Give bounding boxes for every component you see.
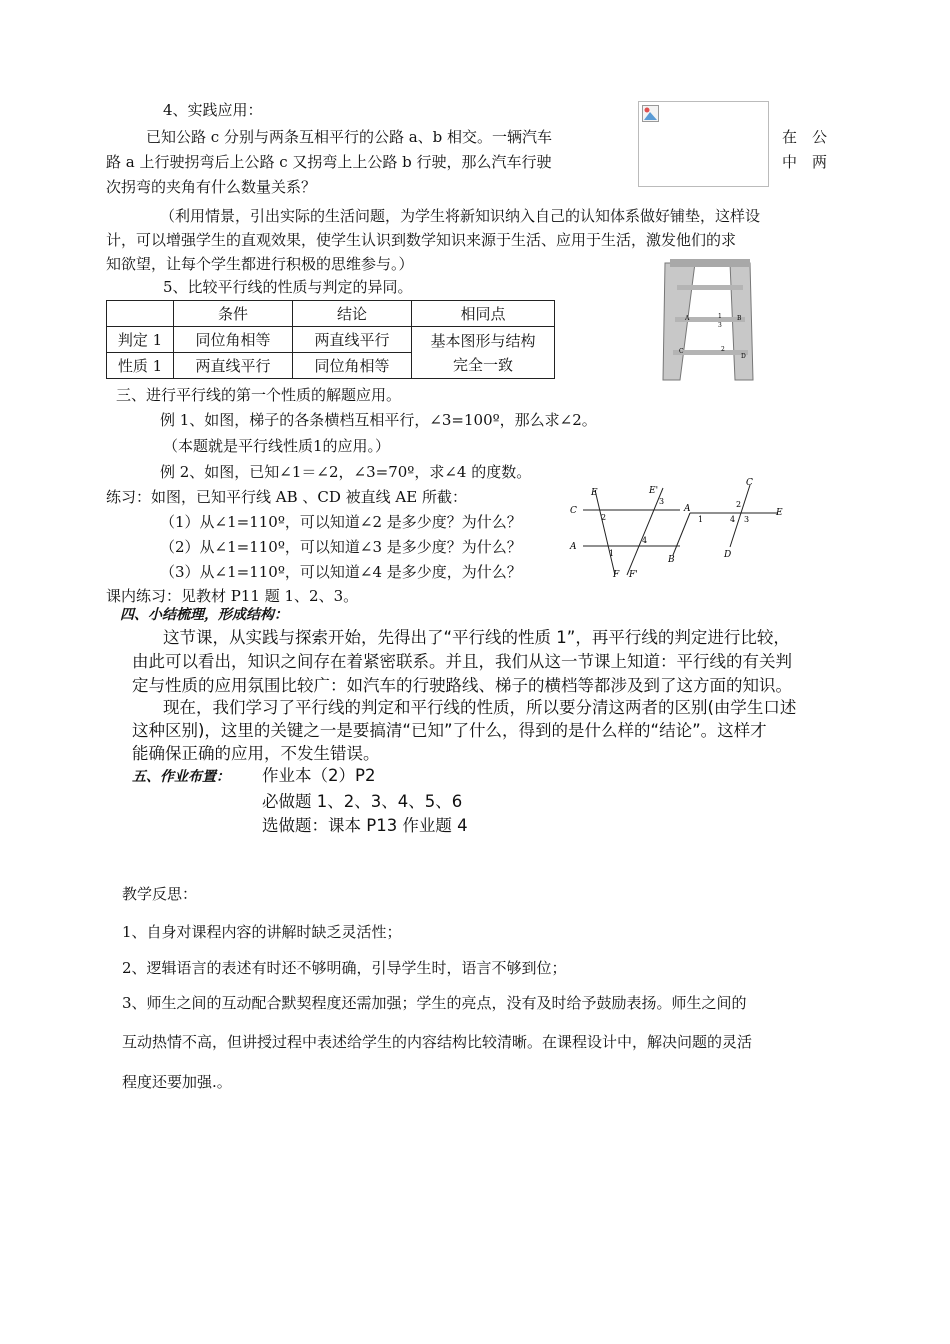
fig2-label-1: 1 <box>698 515 704 524</box>
example1: 例 1、如图，梯子的各条横档互相平行，∠3=100º，那么求∠2。 <box>160 411 597 429</box>
example1-note: （本题就是平行线性质1的应用。） <box>163 437 391 455</box>
summary-p2-line1: 现在，我们学习了平行线的判定和平行线的性质，所以要分清这两者的区别(由学生口述 <box>163 698 797 717</box>
table-cell: 同位角相等 <box>293 353 412 379</box>
table-header-row <box>107 301 555 327</box>
fig1-label-3: 3 <box>659 497 665 506</box>
section5-heading: 5、比较平行线的性质与判定的异同。 <box>163 278 413 296</box>
ladder-label-a: A <box>685 315 690 322</box>
inclass-practice: 课内练习：见教材 P11 题 1、2、3。 <box>106 587 359 605</box>
example2: 例 2、如图，已知∠1＝∠2，∠3=70º，求∠4 的度数。 <box>160 463 532 481</box>
table-common-cell <box>412 327 555 379</box>
table-common-line1: 基本图形与结构 <box>430 331 536 350</box>
section4-line1: 已知公路 c 分别与两条互相平行的公路 a、b 相交。一辆汽车 <box>146 128 553 146</box>
fig2-label-3: 3 <box>744 515 750 524</box>
reflection-item3-line1: 3、师生之间的互动配合默契程度还需加强；学生的亮点，没有及时给予鼓励表扬。师生之间的 <box>122 994 747 1012</box>
fig2-label-c: C <box>746 478 753 488</box>
fig1-label-2: 2 <box>601 513 607 522</box>
reflection-item3-line3: 程度还要加强.。 <box>122 1073 232 1091</box>
fig1-label-f-prime: F' <box>629 570 638 580</box>
practice-q1: （1）从∠1=110º，可以知道∠2 是多少度？为什么？ <box>160 513 522 531</box>
fig2-label-b: B <box>668 555 675 565</box>
broken-image-placeholder <box>638 101 769 187</box>
ladder-figure <box>655 255 770 385</box>
practice-q3: （3）从∠1=110º，可以知道∠4 是多少度，为什么？ <box>160 563 522 581</box>
fig2-label-2: 2 <box>736 500 742 509</box>
table-header-cell <box>107 301 174 327</box>
section4-line2: 路 a 上行驶拐弯后上公路 c 又拐弯上上公路 b 行驶，那么汽车行驶 <box>106 153 552 171</box>
reflection-item2: 2、逻辑语言的表述有时还不够明确，引导学生时，语言不够到位； <box>122 959 567 977</box>
reflection-heading: 教学反思： <box>122 885 198 903</box>
fig1-label-e: E <box>591 488 598 498</box>
table-cell: 判定 1 <box>107 327 174 353</box>
table-row <box>107 327 555 353</box>
table-header-cell: 条件 <box>174 301 293 327</box>
ladder-label-2: 2 <box>721 346 725 353</box>
ladder-label-3: 3 <box>718 322 722 329</box>
table-cell: 性质 1 <box>107 353 174 379</box>
practice-intro: 练习：如图，已知平行线 AB 、CD 被直线 AE 所截： <box>106 488 467 506</box>
table-header-cell: 相同点 <box>412 301 555 327</box>
fig1-label-e-prime: E' <box>649 486 659 496</box>
summary-p2-line3: 能确保正确的应用，不发生错误。 <box>132 744 380 763</box>
fig1-label-1: 1 <box>609 549 615 558</box>
ladder-label-b: B <box>737 315 742 322</box>
table-common-line2: 完全一致 <box>452 355 513 374</box>
ladder-label-1: 1 <box>718 313 722 320</box>
fig1-label-a: A <box>570 542 577 552</box>
fig1-label-c: C <box>570 506 577 516</box>
homework-heading: 五、作业布置： <box>132 769 230 785</box>
reflection-item1: 1、自身对课程内容的讲解时缺乏灵活性； <box>122 923 402 941</box>
parallel-lines-figure-1 <box>565 480 683 580</box>
fig2-label-e: E <box>776 508 783 518</box>
homework-line1: 作业本（2）P2 <box>262 766 376 785</box>
section3-heading: 三、进行平行线的第一个性质的解题应用。 <box>116 386 402 404</box>
ladder-label-c: C <box>679 348 684 355</box>
table-cell: 同位角相等 <box>174 327 293 353</box>
fig1-label-f: F <box>613 570 620 580</box>
table-cell: 两直线平行 <box>174 353 293 379</box>
section4-note1: （利用情景，引出实际的生活问题，为学生将新知识纳入自己的认知体系做好铺垫，这样设 <box>160 207 761 225</box>
fig1-label-4: 4 <box>642 536 648 545</box>
summary-p1-line3: 定与性质的应用氛围比较广：如汽车的行驶路线、梯子的横档等都涉及到了这方面的知识。 <box>132 676 792 695</box>
table-header-cell: 结论 <box>293 301 412 327</box>
broken-image-icon <box>642 105 660 123</box>
summary-p1-line1: 这节课，从实践与探索开始，先得出了“平行线的性质 1”，再平行线的判定进行比较， <box>163 628 790 647</box>
section4-line1-right: 在 公 <box>782 128 828 146</box>
fig2-label-a: A <box>684 504 691 514</box>
fig2-label-d: D <box>724 550 732 560</box>
homework-line3: 选做题：课本 P13 作业题 4 <box>262 816 468 835</box>
section4-line2-right: 中 两 <box>782 153 828 171</box>
section4-line3: 次拐弯的夹角有什么数量关系？ <box>106 178 317 196</box>
homework-line2: 必做题 1、2、3、4、5、6 <box>262 792 463 811</box>
summary-p1-line2: 由此可以看出，知识之间存在着紧密联系。并且，我们从这一节课上知道：平行线的有关判 <box>132 652 792 671</box>
summary-heading: 四、小结梳理，形成结构： <box>120 607 288 623</box>
parallel-lines-figure-2 <box>668 475 788 570</box>
table-cell: 两直线平行 <box>293 327 412 353</box>
section4-note2: 计，可以增强学生的直观效果，使学生认识到数学知识来源于生活、应用于生活，激发他们的求 <box>106 231 737 249</box>
practice-q2: （2）从∠1=110º，可以知道∠3 是多少度？为什么？ <box>160 538 522 556</box>
comparison-table <box>106 300 555 379</box>
ladder-label-d: D <box>741 353 746 360</box>
reflection-item3-line2: 互动热情不高，但讲授过程中表述给学生的内容结构比较清晰。在课程设计中，解决问题的灵活 <box>122 1033 753 1051</box>
summary-p2-line2: 这种区别)，这里的关键之一是要搞清“已知”了什么，得到的是什么样的“结论”。这样才 <box>132 721 767 740</box>
section4-heading: 4、实践应用： <box>163 101 263 119</box>
fig2-label-4: 4 <box>730 515 736 524</box>
section4-note3: 知欲望，让每个学生都进行积极的思维参与。） <box>106 255 414 273</box>
